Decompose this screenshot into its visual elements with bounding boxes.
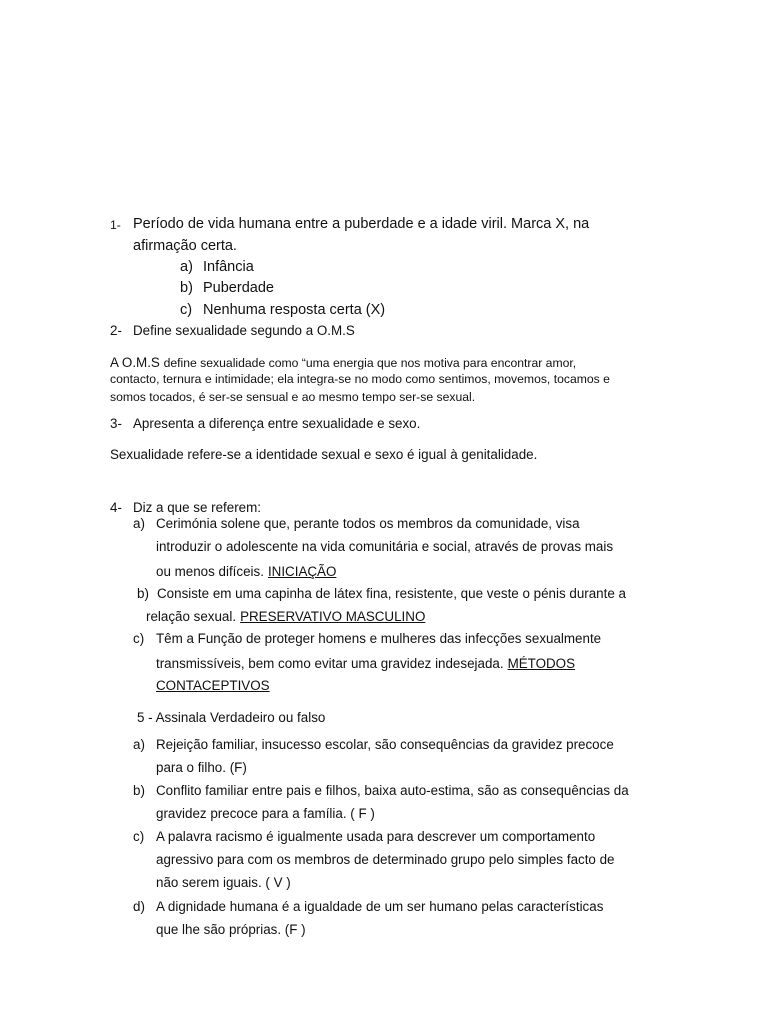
q1-option-a-text: Infância	[203, 259, 254, 275]
q5-c-line1: A palavra racismo é igualmente usada para descrever um comportamento	[156, 829, 596, 844]
q4-b-line2: relação sexual.	[146, 609, 237, 624]
q4-a-answer: INICIAÇÃO	[267, 564, 337, 579]
q5-b-letter: b)	[133, 783, 145, 798]
q5-b-line1: Conflito familiar entre pais e filhos, baixa auto-estima, são as consequências da	[156, 783, 629, 798]
q5-b-line2: gravidez precoce para a família. ( F )	[156, 806, 375, 821]
q2-number: 2-	[110, 323, 122, 338]
q2-text: Define sexualidade segundo a O.M.S	[133, 323, 355, 338]
q5-d-letter: d)	[133, 899, 145, 914]
q3-answer: Sexualidade refere-se a identidade sexual e sexo é igual à genitalidade.	[110, 447, 538, 462]
q2-answer-line2: contacto, ternura e intimidade; ela integra-se no modo como sentimos, movemos, tocamos e	[110, 372, 610, 386]
q1-option-c-letter: c)	[180, 302, 193, 318]
q4-c-line2: transmissíveis, bem como evitar uma gravidez indesejada.	[156, 656, 504, 671]
q4-c-line1: Têm a Função de proteger homens e mulheres das infecções sexualmente	[156, 631, 602, 646]
q5-d-line1: A dignidade humana é a igualdade de um ser humano pelas características	[156, 899, 604, 914]
q1-number: 1-	[110, 218, 121, 232]
q1-option-b-letter: b)	[180, 280, 193, 296]
q4-a-line3: ou menos difíceis.	[156, 564, 264, 579]
q5-a-letter: a)	[133, 737, 145, 752]
q4-b-line2-row	[146, 608, 425, 626]
q4-c-answer2: CONTACEPTIVOS	[156, 678, 270, 693]
q1-option-a-letter: a)	[180, 259, 193, 275]
q4-b-answer: PRESERVATIVO MASCULINO	[240, 609, 426, 624]
q2-answer-prefix: A O.M.S	[110, 355, 164, 370]
q2-answer-line1-rest: define sexualidade como “uma energia que nos motiva para encontrar amor,	[163, 356, 577, 370]
q5-c-line2: agressivo para com os membros de determinado grupo pelo simples facto de	[156, 852, 615, 867]
q1-text-line1: Período de vida humana entre a puberdade e a idade viril. Marca X, na	[133, 216, 590, 232]
q4-number: 4-	[110, 500, 122, 515]
q5-a-line2: para o filho. (F)	[156, 760, 247, 775]
q5-c-letter: c)	[133, 829, 145, 844]
q2-answer-line3: somos tocados, é ser-se sensual e ao mesmo tempo ser-se sexual.	[110, 390, 476, 404]
q1-option-b-text: Puberdade	[203, 280, 274, 296]
q4-a-line1: Cerimónia solene que, perante todos os membros da comunidade, visa	[156, 516, 580, 531]
q4-b-line1: Consiste em uma capinha de látex fina, resistente, que veste o pénis durante a	[157, 586, 626, 601]
q5-c-line3: não serem iguais. ( V )	[156, 875, 291, 890]
q1-option-c-text: Nenhuma resposta certa (X)	[203, 302, 386, 318]
q4-a-letter: a)	[133, 516, 145, 531]
q3-number: 3-	[110, 416, 122, 431]
q4-c-line2-row	[156, 655, 575, 673]
q4-a-line2: introduzir o adolescente na vida comunitária e social, através de provas mais	[156, 539, 614, 554]
q5-a-line1: Rejeição familiar, insucesso escolar, são consequências da gravidez precoce	[156, 737, 614, 752]
q2-answer-line1	[110, 354, 576, 372]
q3-text: Apresenta a diferença entre sexualidade e sexo.	[133, 416, 421, 431]
q5-title: 5 - Assinala Verdadeiro ou falso	[137, 710, 326, 725]
q1-text-line2: afirmação certa.	[133, 238, 237, 254]
q4-c-letter: c)	[133, 631, 145, 646]
q4-a-line3-row	[156, 563, 336, 581]
q4-text: Diz a que se referem:	[133, 500, 262, 515]
q4-b-letter: b)	[137, 586, 149, 601]
q4-c-answer1: MÉTODOS	[507, 656, 576, 671]
q5-d-line2: que lhe são próprias. (F )	[156, 922, 306, 937]
